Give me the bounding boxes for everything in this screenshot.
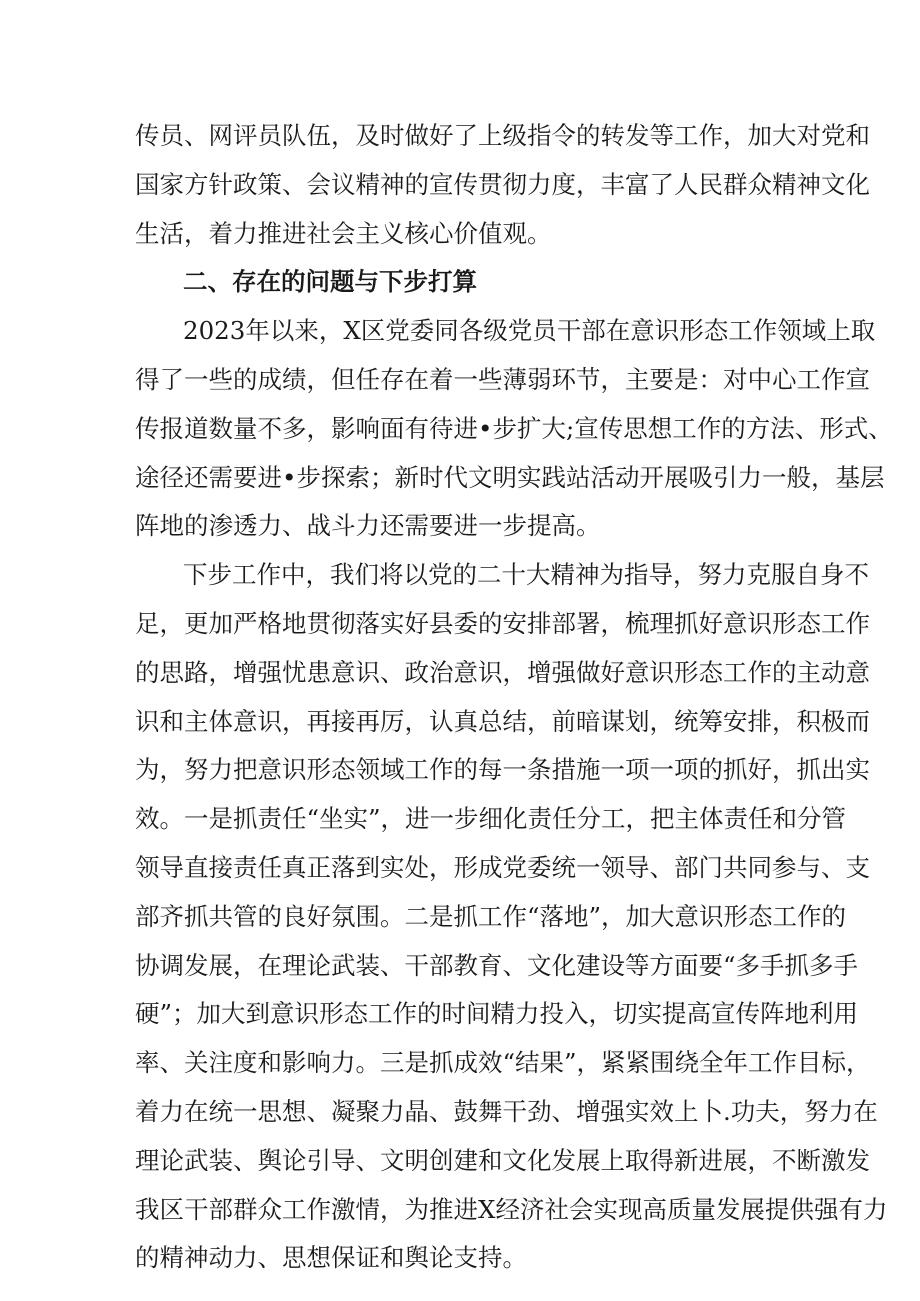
- text-line: 生活，着力推进社会主义核心价值观。: [135, 218, 552, 248]
- text-line: 率、关注度和影响力。三是抓成效“结果”，紧紧围绕全年工作目标，: [135, 1048, 871, 1078]
- text-line: 传报道数量不多，影响面有待进•步扩大;宣传思想工作的方法、形式、: [135, 413, 893, 443]
- text-line: 为，努力把意识形态领域工作的每一条措施一项一项的抓好，抓出实: [135, 755, 870, 785]
- text-line: 国家方针政策、会议精神的宣传贯彻力度，丰富了人民群众精神文化: [135, 169, 870, 199]
- text-line: 部齐抓共管的良好氛围。二是抓工作“落地”，加大意识形态工作的: [135, 901, 847, 931]
- text-line: 得了一些的成绩，但任存在着一些薄弱环节，主要是：对中心工作宣: [135, 364, 870, 394]
- heading-text: 二、存在的问题与下步打算: [183, 267, 477, 297]
- text-line: 识和主体意识，再接再厉，认真总结，前暗谋划，统筹安排，积极而: [135, 706, 870, 736]
- text-line: 足，更加严格地贯彻落实好县委的安排部署，梳理抓好意识形态工作: [135, 608, 870, 638]
- text-line: 效。一是抓责任“坐实”，进一步细化责任分工，把主体责任和分管: [135, 804, 847, 834]
- text-line: 途径还需要进•步探索；新时代文明实践站活动开展吸引力一般，基层: [135, 462, 885, 492]
- text-line: 着力在统一思想、凝聚力晶、鼓舞干劲、增强实效上卜.功夫，努力在: [135, 1096, 878, 1126]
- text-line: 2023年以来，X区党委同各级党员干部在意识形态工作领域上取: [183, 316, 876, 346]
- paragraph: [135, 112, 870, 258]
- text-line: 硬”；加大到意识形态工作的时间精力投入，切实提高宣传阵地利用: [135, 999, 859, 1029]
- text-line: 协调发展，在理论武装、干部教育、文化建设等方面要“多手抓多手: [135, 950, 859, 980]
- text-line: 理论武装、舆论引导、文明创建和文化发展上取得新进展，不断激发: [135, 1145, 870, 1175]
- text-line: 下步工作中，我们将以党的二十大精神为指导，努力克服自身不: [183, 560, 869, 590]
- text-line: 领导直接责任真正落到实处，形成党委统一领导、部门共同参与、支: [135, 852, 870, 882]
- paragraph: [135, 551, 888, 1283]
- text-line: 我区干部群众工作激情，为推进X经济社会实现高质量发展提供强有力: [135, 1194, 888, 1224]
- text-line: 的思路，增强忧患意识、政治意识，增强做好意识形态工作的主动意: [135, 657, 870, 687]
- text-line: 阵地的渗透力、战斗力还需要进一步提高。: [135, 511, 601, 541]
- paragraph: [135, 307, 893, 551]
- text-line: 传员、网评员队伍，及时做好了上级指令的转发等工作，加大对党和: [135, 121, 870, 150]
- text-line: 的精神动力、思想保证和舆论支持。: [135, 1243, 527, 1273]
- section-heading: [135, 258, 790, 307]
